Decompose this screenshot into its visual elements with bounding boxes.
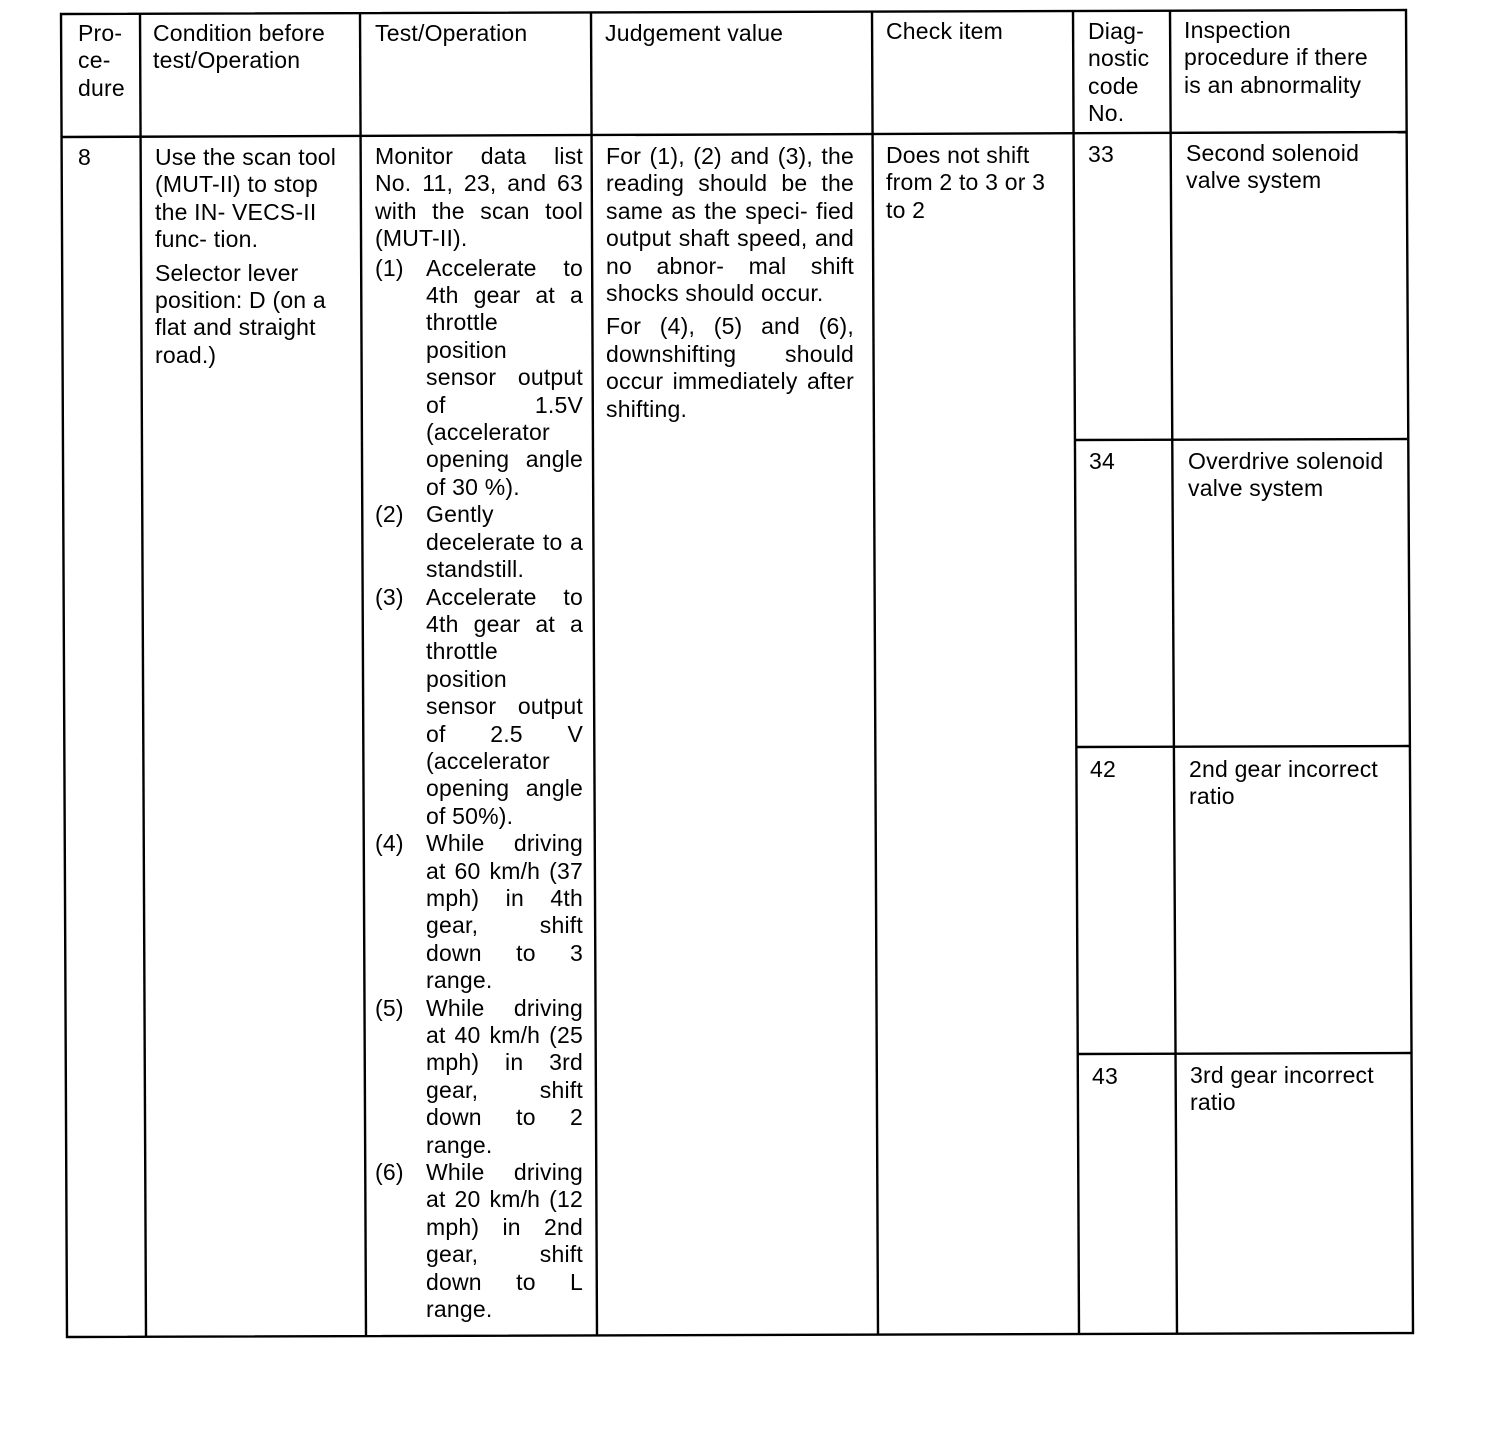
header-test-operation: Test/Operation	[375, 20, 528, 46]
procedure-number: 8	[78, 144, 91, 170]
test-intro: Monitor data list No. 11, 23, and 63 with the scan tool (MUT-II).	[375, 143, 583, 252]
header-check-item: Check item	[886, 18, 1004, 44]
condition-text-2: Selector lever position: D (on a flat and straight road.)	[155, 259, 326, 368]
inspection-procedure: 3rd gear incorrect ratio	[1190, 1062, 1374, 1116]
inspection-procedure: Overdrive solenoid valve system	[1188, 448, 1384, 502]
test-step: (2) Gently decelerate to a standstill.	[375, 501, 583, 583]
header-condition: Condition before test/Operation	[153, 20, 325, 74]
test-step: (4) While driving at 60 km/h (37 mph) in 4th gear, shift down to 3 range.	[375, 830, 583, 994]
diagnostic-code: 34	[1089, 448, 1115, 474]
header-inspection-procedure: Inspection procedure if there is an abnormality	[1184, 17, 1368, 98]
judgement-cell	[606, 143, 854, 423]
diagnostic-code: 42	[1090, 756, 1116, 782]
header-procedure: Pro- ce- dure	[78, 20, 125, 101]
inspection-procedure: Second solenoid valve system	[1186, 140, 1360, 194]
judgement-text-2: For (4), (5) and (6), downshifting should occur immediately after shifting.	[606, 313, 854, 422]
test-step: (5) While driving at 40 km/h (25 mph) in 3rd gear, shift down to 2 range.	[375, 994, 583, 1158]
judgement-text-1: For (1), (2) and (3), the reading should be the same as the speci- fied output shaft speed, and no abnor- mal shift shocks should occur.	[606, 143, 854, 307]
condition-text-1: Use the scan tool (MUT-II) to stop the IN- VECS-II func- tion.	[155, 144, 337, 253]
check-item-cell: Does not shift from 2 to 3 or 3 to 2	[886, 142, 1046, 223]
header-diagnostic-code: Diag- nostic code No.	[1088, 18, 1150, 127]
header-judgement-value: Judgement value	[605, 20, 784, 46]
test-step: (1) Accelerate to 4th gear at a throttle position sensor output of 1.5V (accelerator opening angle of 30 %).	[375, 254, 583, 500]
diagnostic-code: 33	[1088, 141, 1114, 167]
diagnostic-code: 43	[1092, 1063, 1118, 1089]
test-step: (6) While driving at 20 km/h (12 mph) in 2nd gear, shift down to L range.	[375, 1159, 583, 1323]
test-steps-list	[375, 255, 583, 1324]
test-operation-cell	[375, 143, 583, 1323]
inspection-procedure: 2nd gear incorrect ratio	[1189, 756, 1378, 810]
test-step: (3) Accelerate to 4th gear at a throttle position sensor output of 2.5 V (accelerator opening angle of 50%).	[375, 583, 583, 829]
condition-cell	[155, 144, 355, 369]
